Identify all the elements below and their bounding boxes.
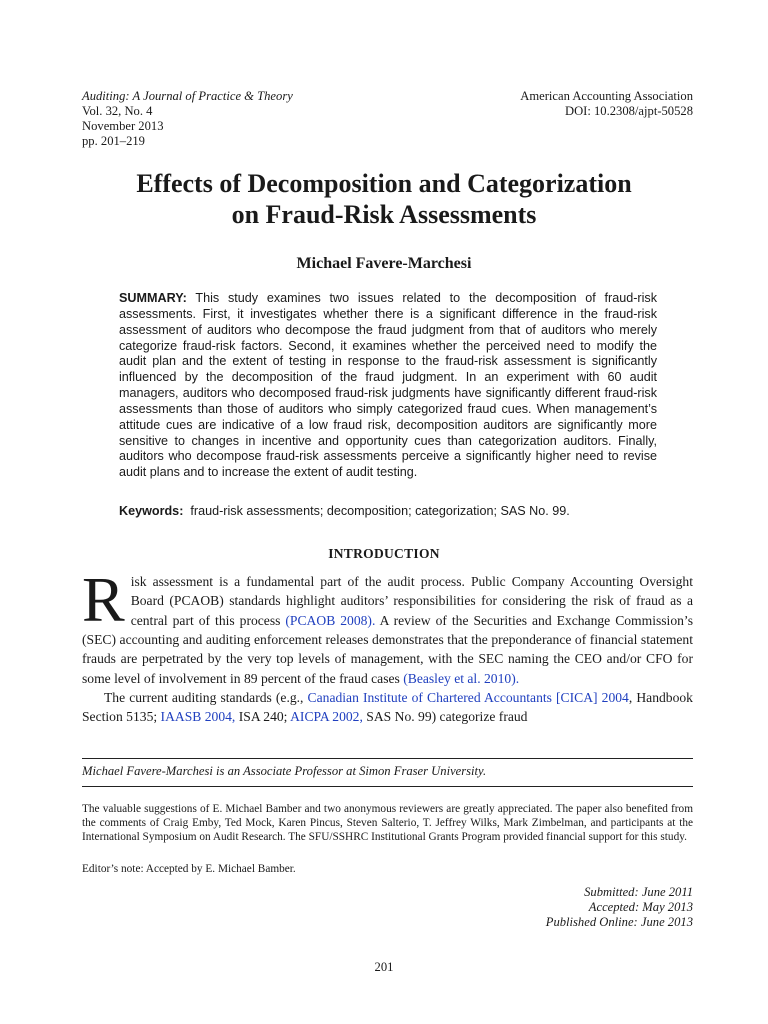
date-submitted: Submitted: June 2011 bbox=[584, 885, 693, 899]
author-name: Michael Favere-Marchesi bbox=[296, 255, 472, 272]
date-published: Published Online: June 2013 bbox=[545, 915, 693, 929]
summary bbox=[119, 291, 657, 481]
intro-paragraph-1 bbox=[82, 564, 693, 688]
introduction-body bbox=[82, 564, 693, 727]
editor-note: Editor’s note: Accepted by E. Michael Bamber. bbox=[82, 863, 296, 875]
page-number: 201 bbox=[374, 960, 394, 974]
citation-link-aicpa-2002[interactable]: AICPA 2002, bbox=[290, 709, 363, 725]
publisher-info bbox=[520, 89, 693, 119]
date-accepted: Accepted: May 2013 bbox=[588, 900, 693, 914]
intro-p2-text-d: SAS No. 99) categorize fraud bbox=[362, 709, 528, 725]
journal-date: November 2013 bbox=[82, 119, 164, 133]
intro-p1-text-b: A review of the Securities and Exchange Commission’s (SEC) accounting and auditing enforcement releases demonstrates that the preponderance of financial statement frauds are perpetrated by the very top levels of management, with the SEC naming the CEO and/or CFO for some level of involvement in 89 percent of the fraud cases bbox=[82, 612, 693, 686]
section-heading-introduction: INTRODUCTION bbox=[328, 546, 440, 561]
keywords bbox=[119, 503, 679, 519]
intro-p2-text-c: ISA 240; bbox=[235, 709, 291, 725]
author-affiliation: Michael Favere-Marchesi is an Associate Professor at Simon Fraser University. bbox=[82, 764, 487, 778]
summary-text: This study examines two issues related to the decomposition of fraud-risk assessments. First, it investigates whether there is a significant difference in the fraud-risk assessment of auditors who decompose the fraud judgment from that of auditors who merely categorize fraud-risk factors. Second, it examines whether the perceived need to modify the audit plan and the extent of testing in response to the fraud-risk assessment is significantly influenced by the decomposition of the fraud judgment. In an experiment with 60 audit managers, auditors who decomposed fraud-risk judgments have significantly different fraud-risk assessments than those of auditors who simply categorized fraud cues. When management’s attitude cues are indicative of a low fraud risk, decomposition auditors are significantly more sensitive to changes in incentive and opportunity cues than categorization auditors. Finally, auditors who decompose fraud-risk assessments perceive a significantly higher need to revise audit plans and to increase the extent of audit testing. bbox=[119, 291, 657, 480]
intro-p2-text-a: The current auditing standards (e.g., bbox=[104, 690, 308, 706]
acknowledgment: The valuable suggestions of E. Michael Bamber and two anonymous reviewers are greatly appreciated. The paper also benefited from the comments of Craig Emby, Ted Mock, Karen Pincus, Steven Salterio, T. Jeffrey Wilks, Mark Zimbelman, and participants at the International Symposium on Audit Research. The SFU/SSHRC Institutional Grants Program provided financial support for this study. bbox=[82, 803, 693, 843]
journal-pages: pp. 201–219 bbox=[82, 134, 145, 148]
journal-volume: Vol. 32, No. 4 bbox=[82, 104, 153, 118]
drop-cap: R bbox=[82, 564, 125, 635]
intro-p1-text-a: isk assessment is a fundamental part of the audit process. Public Company Accounting Oversight Board (PCAOB) standards highlight auditors’ responsibilities for considering the risk of fraud as a central part of this process bbox=[130, 574, 693, 628]
summary-label: SUMMARY: bbox=[119, 291, 187, 305]
journal-info bbox=[82, 89, 293, 149]
citation-link-pcaob-2008[interactable]: (PCAOB 2008). bbox=[285, 612, 376, 628]
citation-link-beasley-2010[interactable]: (Beasley et al. 2010). bbox=[403, 670, 520, 686]
citation-link-iaasb-2004[interactable]: IAASB 2004, bbox=[160, 709, 236, 725]
paper-title bbox=[60, 168, 708, 230]
publisher-name: American Accounting Association bbox=[520, 89, 693, 103]
publication-dates bbox=[546, 885, 693, 930]
title-line-1: Effects of Decomposition and Categorization bbox=[136, 169, 632, 198]
intro-p2-text-b: , Handbook Section 5135; bbox=[82, 690, 693, 725]
title-line-2: on Fraud-Risk Assessments bbox=[231, 200, 537, 229]
footnote-divider-bottom bbox=[82, 786, 693, 787]
citation-link-cica-2004[interactable]: Canadian Institute of Chartered Accountants [CICA] 2004 bbox=[307, 690, 629, 706]
footnote-divider-top bbox=[82, 758, 693, 759]
journal-name: Auditing: A Journal of Practice & Theory bbox=[82, 89, 293, 103]
doi: DOI: 10.2308/ajpt-50528 bbox=[564, 104, 693, 118]
keywords-label: Keywords: bbox=[119, 504, 184, 518]
intro-paragraph-2 bbox=[82, 688, 693, 727]
keywords-text: fraud-risk assessments; decomposition; categorization; SAS No. 99. bbox=[190, 504, 570, 518]
